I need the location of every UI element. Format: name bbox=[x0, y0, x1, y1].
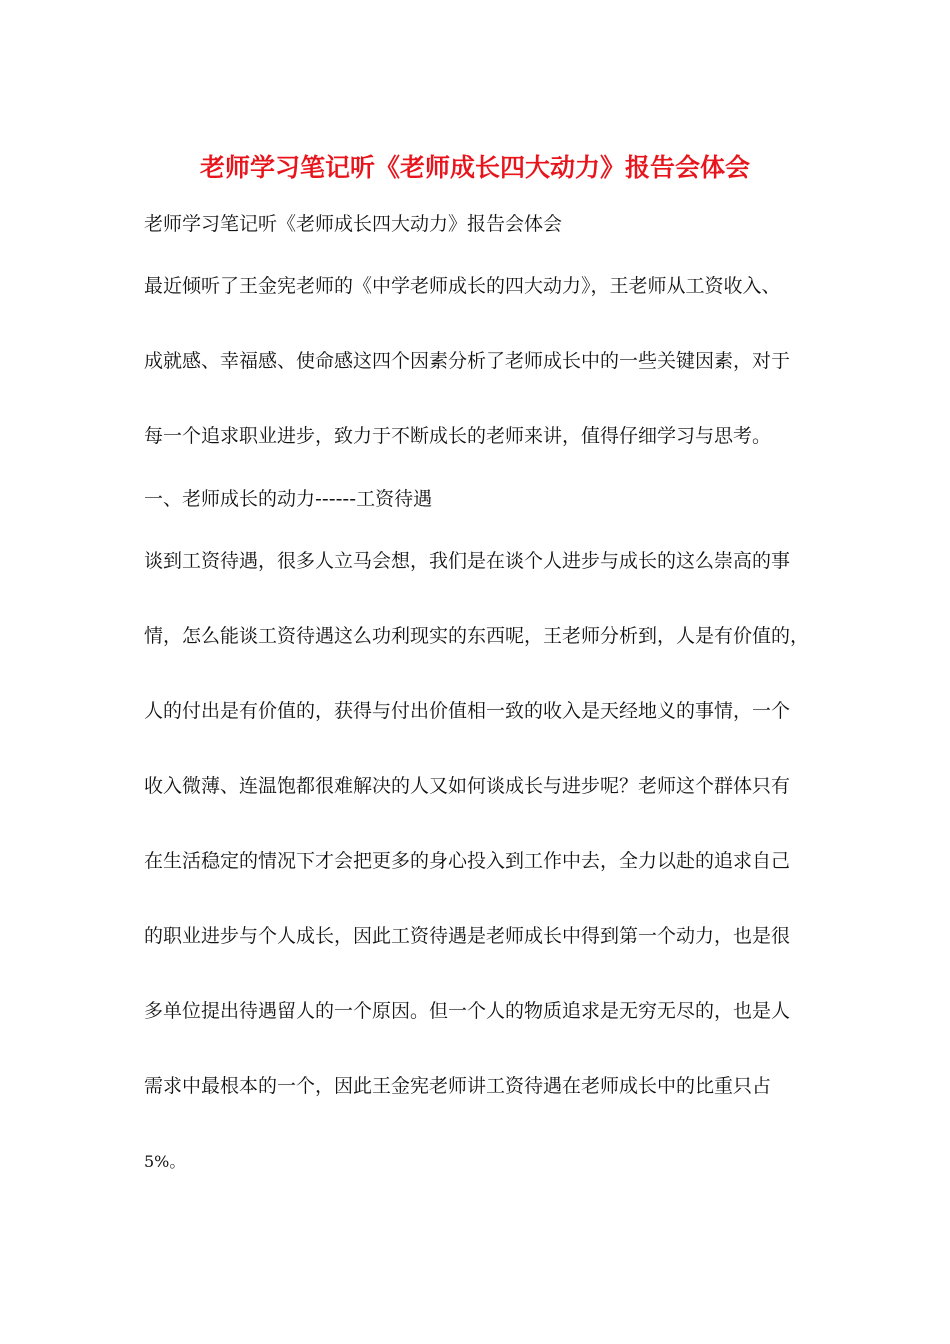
body-line-8: 需求中最根本的一个，因此王金宪老师讲工资待遇在老师成长中的比重只占 bbox=[144, 1075, 772, 1097]
intro-line-1: 最近倾听了王金宪老师的《中学老师成长的四大动力》，王老师从工资收入、 bbox=[144, 275, 781, 297]
intro-line-2: 成就感、幸福感、使命感这四个因素分析了老师成长中的一些关键因素，对于 bbox=[144, 350, 791, 372]
body-line-1: 谈到工资待遇，很多人立马会想，我们是在谈个人进步与成长的这么崇高的事 bbox=[144, 550, 791, 572]
section-heading: 一、老师成长的动力------工资待遇 bbox=[144, 488, 433, 510]
body-line-2: 情，怎么能谈工资待遇这么功利现实的东西呢，王老师分析到，人是有价值的， bbox=[144, 625, 810, 647]
document-subtitle: 老师学习笔记听《老师成长四大动力》报告会体会 bbox=[144, 213, 563, 235]
body-line-5: 在生活稳定的情况下才会把更多的身心投入到工作中去，全力以赴的追求自己 bbox=[144, 850, 791, 872]
body-line-3: 人的付出是有价值的，获得与付出价值相一致的收入是天经地义的事情，一个 bbox=[144, 700, 791, 722]
body-line-6: 的职业进步与个人成长，因此工资待遇是老师成长中得到第一个动力，也是很 bbox=[144, 925, 791, 947]
body-line-4: 收入微薄、连温饱都很难解决的人又如何谈成长与进步呢？老师这个群体只有 bbox=[144, 775, 791, 797]
intro-line-3: 每一个追求职业进步，致力于不断成长的老师来讲，值得仔细学习与思考。 bbox=[144, 425, 772, 447]
body-last-line: 5%。 bbox=[144, 1152, 186, 1171]
document-title: 老师学习笔记听《老师成长四大动力》报告会体会 bbox=[199, 153, 750, 182]
body-line-7: 多单位提出待遇留人的一个原因。但一个人的物质追求是无穷无尽的，也是人 bbox=[144, 1000, 791, 1022]
